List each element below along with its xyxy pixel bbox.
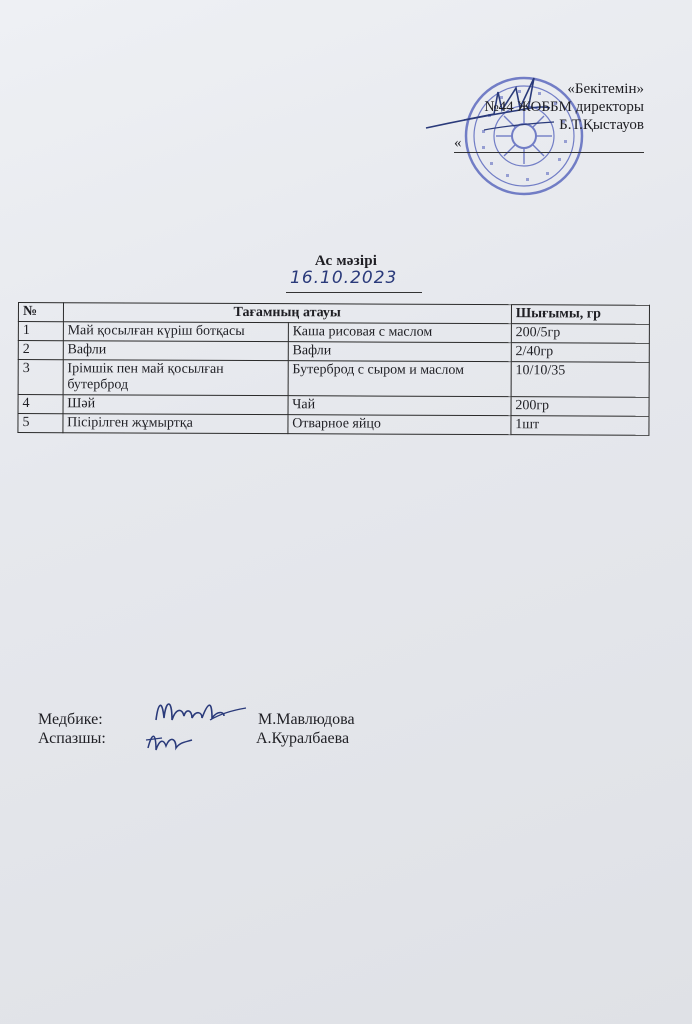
header-yield: Шығымы, гр xyxy=(511,305,649,325)
staff-name: М.Мавлюдова xyxy=(258,711,355,728)
header-dish-name: Тағамның атауы xyxy=(63,303,511,324)
approval-block xyxy=(454,80,644,153)
dish-yield: 2/40гр xyxy=(511,343,649,363)
row-num: 5 xyxy=(18,414,63,433)
dish-yield: 10/10/35 xyxy=(511,362,649,398)
table-row xyxy=(18,414,649,436)
dish-kz: Пісірілген жұмыртқа xyxy=(63,414,288,434)
quote-mark: « xyxy=(454,135,462,151)
dish-ru: Вафли xyxy=(288,342,511,362)
handwritten-date: 16.10.2023 xyxy=(290,268,398,288)
dish-yield: 1шт xyxy=(511,416,649,436)
page-title: Ас мәзірі xyxy=(314,253,378,269)
dish-ru: Бутерброд с сыром и маслом xyxy=(288,361,511,397)
dish-kz: Вафли xyxy=(63,341,288,361)
staff-name: А.Куралбаева xyxy=(256,730,350,747)
menu-table xyxy=(17,302,650,436)
dish-yield: 200гр xyxy=(511,397,649,417)
dish-ru: Отварное яйцо xyxy=(288,415,511,435)
dish-kz: Шәй xyxy=(63,395,288,415)
header-num: № xyxy=(18,303,63,322)
dish-kz: Май қосылған күріш ботқасы xyxy=(63,322,288,342)
staff-block xyxy=(38,710,438,748)
director-name: Б.Т.Қыстауов xyxy=(559,117,644,133)
staff-row-nurse xyxy=(38,710,438,729)
staff-role: Аспазшы: xyxy=(38,730,106,747)
staff-row-cook xyxy=(38,729,438,748)
dish-ru: Каша рисовая с маслом xyxy=(288,323,511,343)
approval-sign-line xyxy=(454,135,644,153)
dish-ru: Чай xyxy=(288,396,511,416)
dish-yield: 200/5гр xyxy=(511,324,649,344)
dish-kz: Ірімшік пен май қосылған бутерброд xyxy=(63,360,288,396)
row-num: 2 xyxy=(18,341,63,360)
staff-role: Медбике: xyxy=(38,711,103,728)
date-line xyxy=(286,268,422,293)
approval-title: «Бекітемін» xyxy=(567,81,644,97)
table-row xyxy=(18,360,649,398)
row-num: 1 xyxy=(18,322,63,341)
director-position: №44 ЖОББМ директоры xyxy=(484,99,644,115)
row-num: 4 xyxy=(18,395,63,414)
row-num: 3 xyxy=(18,360,63,395)
